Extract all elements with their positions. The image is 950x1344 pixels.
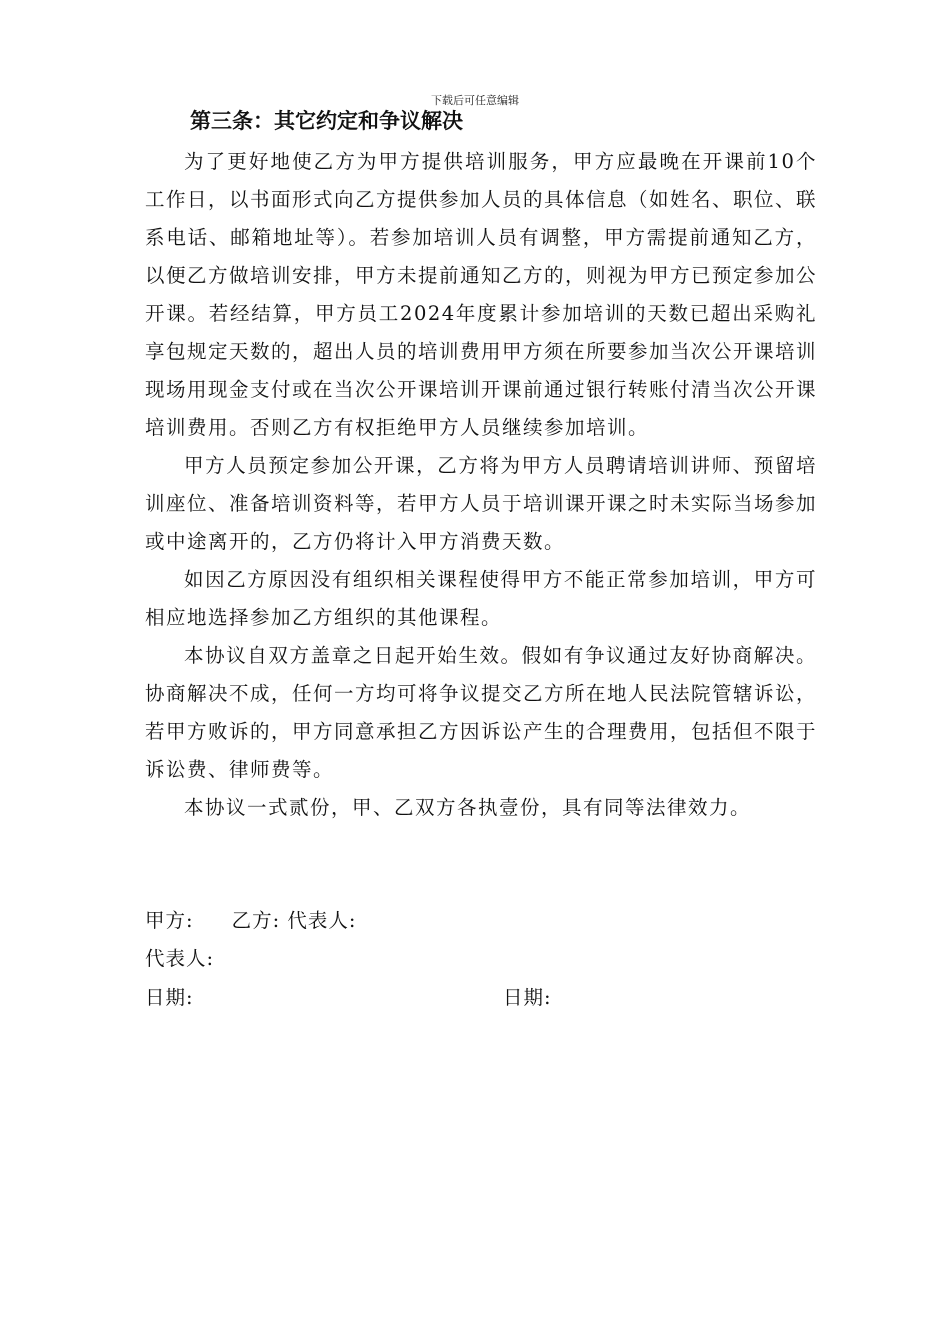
party-a-representative-label: 代表人: [145,947,215,970]
party-b-representative-label: 代表人: [287,909,357,932]
party-b-date-label: 日期: [503,986,552,1009]
paragraph-copies: 本协议一式贰份，甲、乙双方各执壹份，具有同等法律效力。 [184,796,752,819]
signature-row-parties [145,906,356,936]
document-body [145,143,817,827]
signature-row-dates [145,983,565,1013]
page-watermark: 下载后可任意编辑 [431,94,519,107]
paragraph-dispute: 本协议自双方盖章之日起开始生效。假如有争议通过友好协商解决。协商解决不成，任何一方均可将争议提交乙方所在地人民法院管辖诉讼，若甲方败诉的，甲方同意承担乙方因诉讼产生的合理费用，包括但不限于诉讼费、律师费等。 [145,644,818,781]
party-b-label: 乙方: [231,909,281,932]
paragraph-notification: 为了更好地使乙方为甲方提供培训服务，甲方应最晚在开课前10个工作日，以书面形式向乙方提供参加人员的具体信息（如姓名、职位、联系电话、邮箱地址等）。若参加培训人员有调整，甲方需提前通知乙方，以便乙方做培训安排，甲方未提前通知乙方的，则视为甲方已预定参加公开课。若经结算，甲方员工2024年度累计参加培训的天数已超出采购礼享包规定天数的，超出人员的培训费用甲方须在所要参加当次公开课培训现场用现金支付或在当次公开课培训开课前通过银行转账付清当次公开课培训费用。否则乙方有权拒绝甲方人员继续参加培训。 [145,150,818,439]
party-a-label: 甲方: [145,909,194,932]
signature-row-representative [145,944,214,974]
section-heading: 第三条：其它约定和争议解决 [190,108,463,133]
paragraph-course-change: 如因乙方原因没有组织相关课程使得甲方不能正常参加培训，甲方可相应地选择参加乙方组织的其他课程。 [145,568,817,629]
paragraph-reservation: 甲方人员预定参加公开课，乙方将为甲方人员聘请培训讲师、预留培训座位、准备培训资料等，若甲方人员于培训课开课之时未实际当场参加或中途离开的，乙方仍将计入甲方消费天数。 [145,454,818,553]
party-a-date-label: 日期: [145,986,194,1009]
